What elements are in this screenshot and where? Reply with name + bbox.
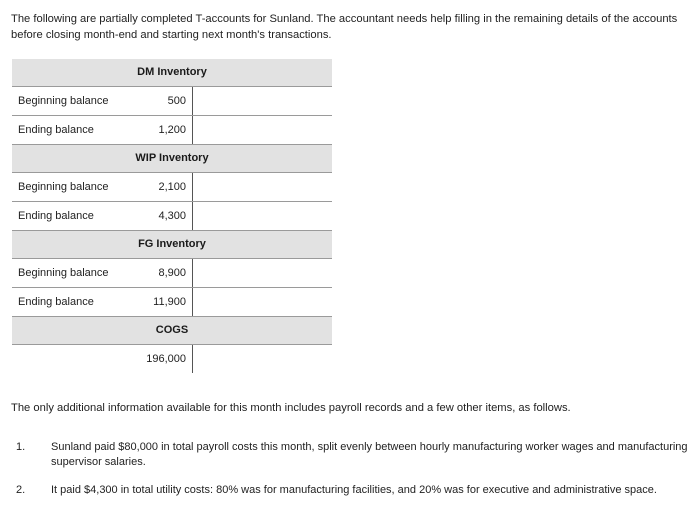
row-value: 500 [167, 95, 186, 107]
dm-inventory-header: DM Inventory [12, 59, 332, 87]
row-value: 2,100 [158, 181, 186, 193]
t-account-divider [192, 173, 193, 201]
t-account-divider [192, 259, 193, 287]
row-label: Beginning balance [18, 95, 109, 107]
cogs-row [12, 345, 332, 373]
wip-beginning-row [12, 173, 332, 202]
cogs-header: COGS [12, 317, 332, 345]
additional-info-text: The only additional information available for this month includes payroll records and a few other items, as follows. [11, 402, 571, 414]
fg-ending-row [12, 288, 332, 317]
list-item-text: Sunland paid $80,000 in total payroll costs this month, split evenly between hourly manufacturing worker wages and manufacturing supervisor salaries. [51, 441, 688, 468]
dm-beginning-row [12, 87, 332, 116]
wip-ending-row [12, 202, 332, 231]
list-item-number: 2. [16, 484, 26, 496]
row-value: 11,900 [153, 296, 186, 308]
t-account-divider [192, 345, 193, 373]
row-value: 4,300 [158, 210, 186, 222]
row-label: Ending balance [18, 210, 94, 222]
fg-inventory-header: FG Inventory [12, 231, 332, 259]
row-label: Beginning balance [18, 181, 109, 193]
list-item-text: It paid $4,300 in total utility costs: 80% was for manufacturing facilities, and 20% was for executive and administrative space. [51, 484, 657, 496]
row-label: Ending balance [18, 296, 94, 308]
intro-paragraph: The following are partially completed T-accounts for Sunland. The accountant needs help filling in the remaining details of the accounts before closing month-end and starting next month's transactions. [11, 13, 678, 41]
dm-ending-row [12, 116, 332, 145]
t-account-divider [192, 202, 193, 230]
row-label: Ending balance [18, 124, 94, 136]
row-value: 1,200 [158, 124, 186, 136]
t-account-divider [192, 288, 193, 316]
t-accounts-table [12, 59, 332, 373]
t-account-divider [192, 87, 193, 115]
row-value: 196,000 [146, 353, 186, 365]
wip-inventory-header: WIP Inventory [12, 145, 332, 173]
row-label: Beginning balance [18, 267, 109, 279]
fg-beginning-row [12, 259, 332, 288]
list-item-number: 1. [16, 441, 26, 453]
row-value: 8,900 [158, 267, 186, 279]
t-account-divider [192, 116, 193, 144]
